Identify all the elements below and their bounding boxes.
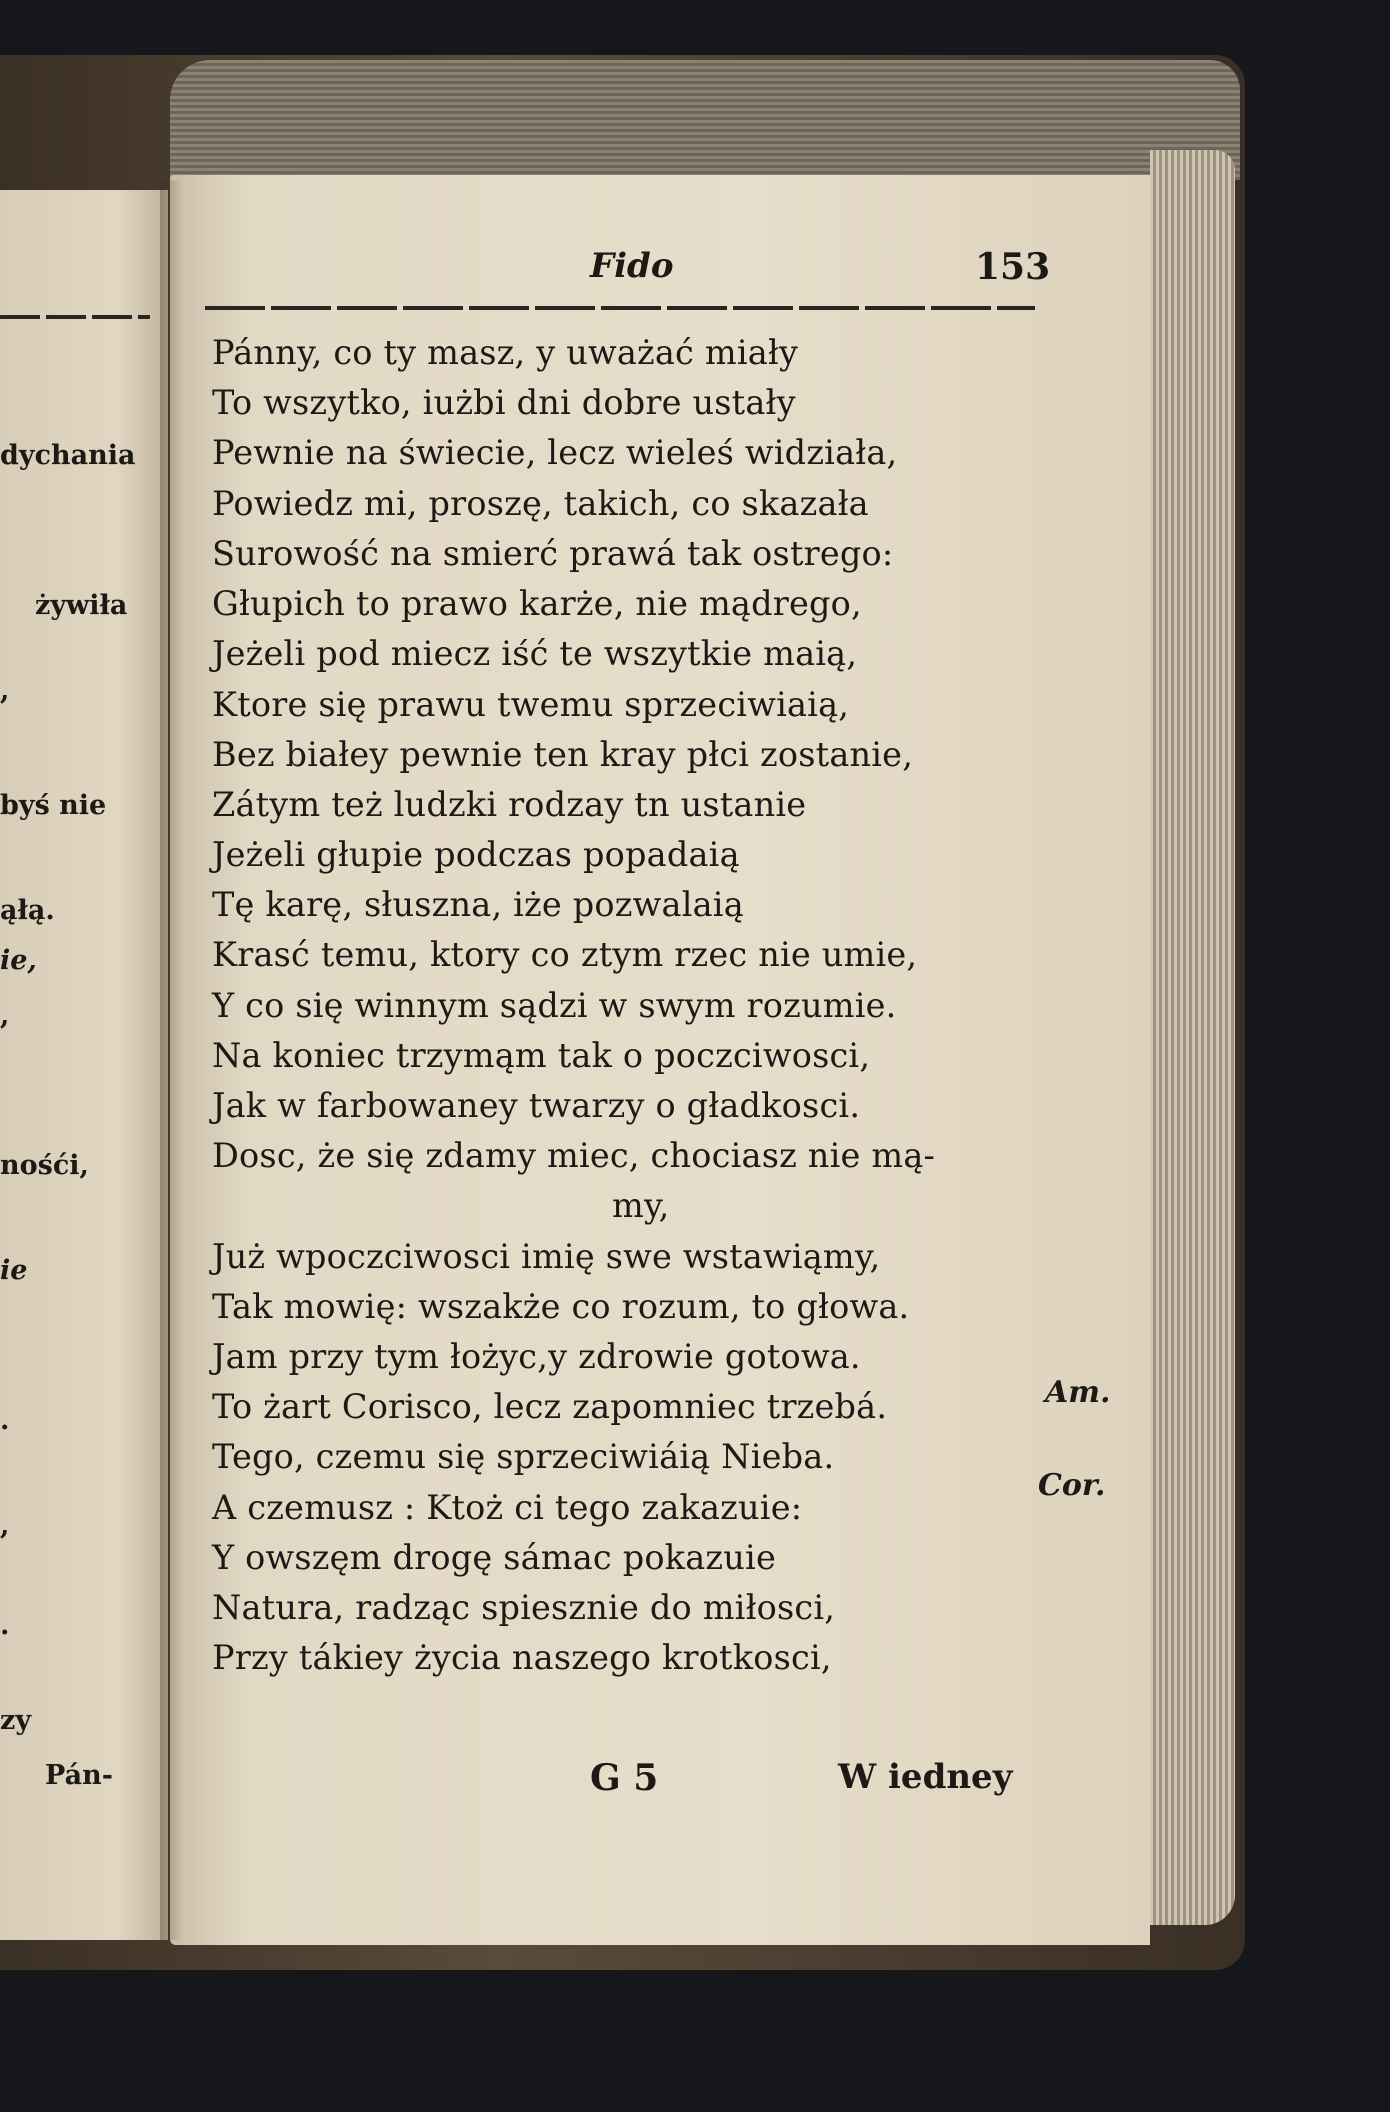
gutter-shadow [160, 180, 182, 1940]
verse-line: Y co się winnym sądzi w swym rozumie. [212, 986, 897, 1025]
verse-line: Krasć temu, ktory co ztym rzec nie umie, [212, 935, 918, 974]
verse-line: Surowość na smierć prawá tak ostrego: [212, 534, 894, 573]
verse-line: Na koniec trzymąm tak o poczciwosci, [212, 1036, 871, 1075]
verse-line: Jam przy tym łożyc,y zdrowie gotowa. [212, 1337, 861, 1376]
running-head-title: Fido [590, 246, 674, 286]
left-fragment: . [0, 1405, 10, 1436]
verse-line: Tego, czemu się sprzeciwiáią Nieba. [212, 1437, 835, 1476]
verse-line: Tak mowię: wszakże co rozum, to głowa. [212, 1287, 910, 1326]
verse-line: Tę karę, słuszna, iże pozwalaią [212, 885, 744, 924]
signature-mark: G 5 [590, 1757, 659, 1799]
verse-line: Powiedz mi, proszę, takich, co skazała [212, 484, 869, 523]
verse-line-continuation: my, [612, 1186, 670, 1225]
verse-line: Bez białey pewnie ten kray płci zostanie, [212, 735, 914, 774]
left-fragment: ie [0, 1255, 28, 1286]
verse-line: Natura, radząc spiesznie do miłosci, [212, 1588, 836, 1627]
left-fragment: ie, [0, 945, 37, 976]
speaker-name: Am. [1045, 1375, 1111, 1410]
verse-line: Głupich to prawo karże, nie mądrego, [212, 584, 862, 623]
verse-line: To wszytko, iużbi dni dobre ustały [212, 383, 796, 422]
left-fragment: nośći, [0, 1150, 89, 1181]
left-fragment: Pán- [45, 1760, 113, 1791]
verse-line: Zátym też ludzki rodzay tn ustanie [212, 785, 807, 824]
left-fragment: byś nie [0, 790, 107, 821]
verse-line: Jak w farbowaney twarzy o gładkosci. [212, 1086, 861, 1125]
header-rule [205, 306, 1035, 310]
verse-line: Pewnie na świecie, lecz wieleś widziała, [212, 433, 898, 472]
page-number: 153 [975, 246, 1051, 288]
verse-line: A czemusz : Ktoż ci tego zakazuie: [212, 1488, 803, 1527]
verse-line: To żart Corisco, lecz zapomniec trzebá. [212, 1387, 888, 1426]
verse-line: Pánny, co ty masz, y uważać miały [212, 333, 799, 372]
verse-line: Przy tákiey życia naszego krotkosci, [212, 1638, 832, 1677]
left-fragment: ąłą. [0, 895, 55, 926]
left-fragment: . [0, 1610, 10, 1641]
speaker-name: Cor. [1038, 1468, 1106, 1503]
verse-line: Y owszęm drogę sámac pokazuie [212, 1538, 776, 1577]
page-edges-top [170, 60, 1240, 180]
left-header-rule [0, 315, 150, 319]
page-edges-side [1150, 150, 1235, 1925]
verse-line: Dosc, że się zdamy miec, chociasz nie mą- [212, 1136, 936, 1175]
left-fragment: , [0, 1510, 10, 1541]
verse-line: Już wpoczciwosci imię swe wstawiąmy, [212, 1237, 881, 1276]
verse-line: Jeżeli pod miecz iść te wszytkie maią, [212, 634, 858, 673]
verse-line: Jeżeli głupie podczas popadaią [212, 835, 740, 874]
left-fragment: żywiła [35, 590, 128, 621]
catchword: W iedney [838, 1757, 1013, 1797]
verse-line: Ktore się prawu twemu sprzeciwiaią, [212, 685, 850, 724]
left-fragment: zy [0, 1705, 32, 1736]
left-fragment: , [0, 675, 10, 706]
left-fragment: dychania [0, 440, 136, 471]
left-fragment: , [0, 1000, 10, 1031]
